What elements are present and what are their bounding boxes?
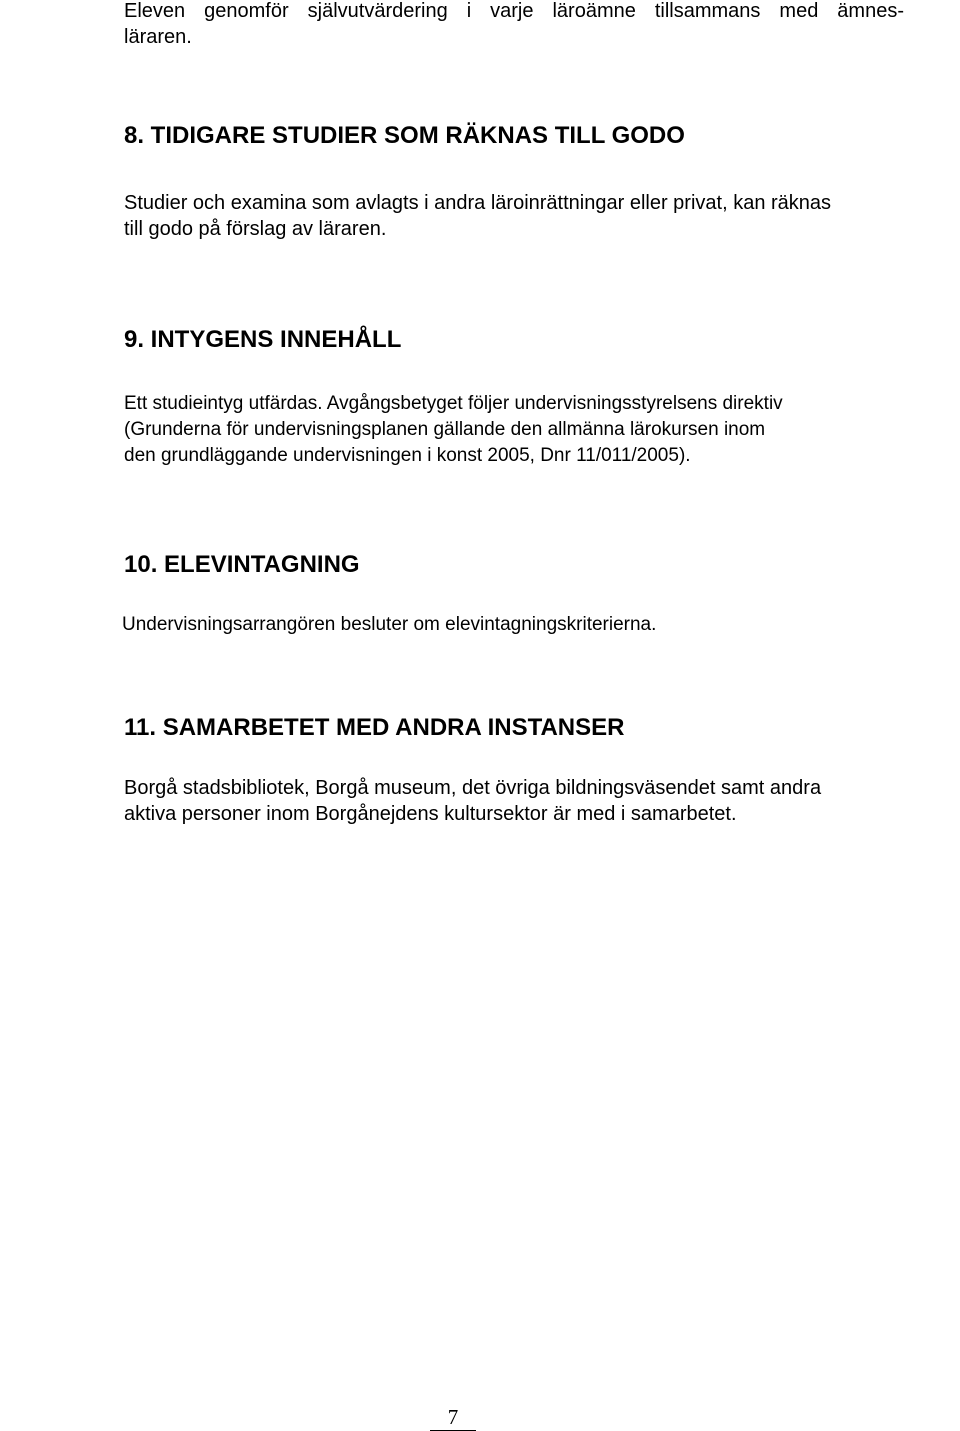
section-heading-9: 9. INTYGENS INNEHÅLL [124, 326, 402, 353]
text-line: Eleven genomför självutvärdering i varje läroämne tillsammans med ämnes- [124, 0, 904, 22]
text-line: Studier och examina som avlagts i andra läroinrättningar eller privat, kan räknas [124, 192, 832, 214]
text-line: till godo på förslag av läraren. [124, 218, 387, 240]
text-line: aktiva personer inom Borgånejdens kultursektor är med i samarbetet. [124, 803, 737, 825]
text-line: läraren. [124, 26, 192, 48]
section-heading-10: 10. ELEVINTAGNING [124, 551, 360, 578]
intro-paragraph [124, 0, 904, 50]
text-line: Ett studieintyg utfärdas. Avgångsbetyget följer undervisningsstyrelsens direktiv [124, 393, 783, 414]
section-body-9 [124, 391, 904, 469]
page-number: 7 [447, 1405, 459, 1429]
section-heading-11: 11. SAMARBETET MED ANDRA INSTANSER [124, 714, 625, 741]
section-heading-8: 8. TIDIGARE STUDIER SOM RÄKNAS TILL GODO [124, 122, 685, 149]
text-line: den grundläggande undervisningen i konst 2005, Dnr 11/011/2005). [124, 445, 691, 466]
text-line: Undervisningsarrangören besluter om elevintagningskriterierna. [122, 614, 657, 635]
section-body-11 [124, 775, 904, 827]
section-body-10 [122, 612, 902, 638]
text-line: (Grunderna för undervisningsplanen gällande den allmänna lärokursen inom [124, 419, 766, 440]
section-body-8 [124, 190, 904, 242]
text-line: Borgå stadsbibliotek, Borgå museum, det övriga bildningsväsendet samt andra [124, 777, 822, 799]
